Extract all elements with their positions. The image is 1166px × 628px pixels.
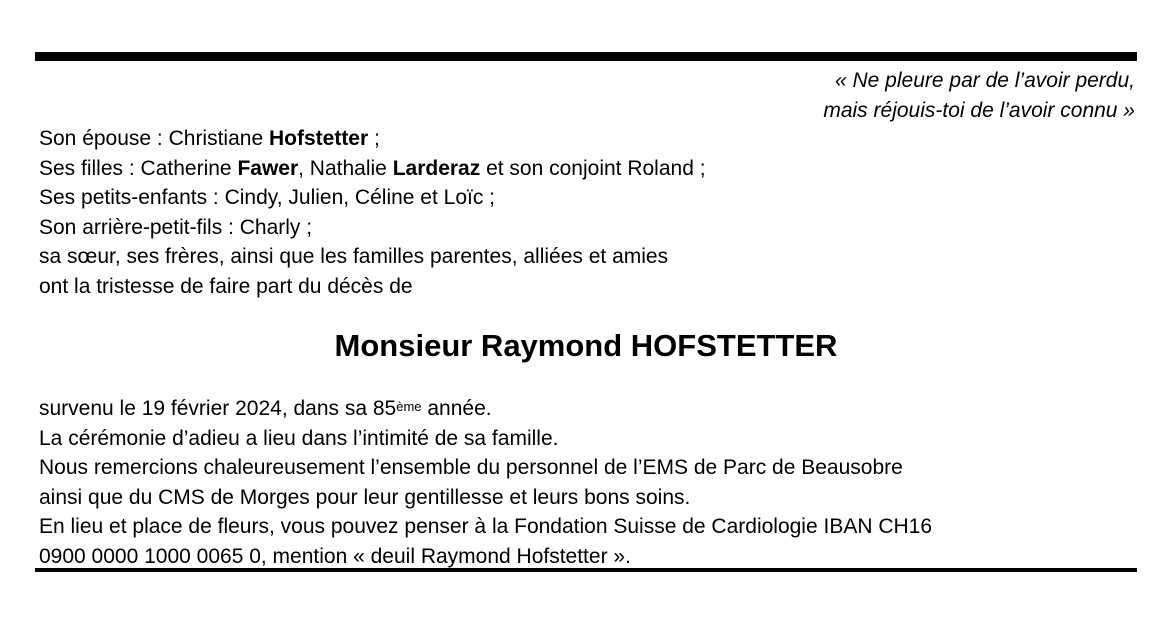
daughters-middle: , Nathalie <box>298 156 393 180</box>
spouse-prefix: Son épouse : Christiane <box>39 127 269 150</box>
death-prefix: survenu le 19 février 2024, dans sa 85 <box>39 397 397 420</box>
quote-line-1: « Ne pleure par de l’avoir perdu, <box>834 69 1135 92</box>
quote-line-2: mais réjouis-toi de l’avoir connu » <box>823 98 1135 122</box>
daughter1-surname: Fawer <box>237 156 299 180</box>
deceased-name: Monsieur Raymond HOFSTETTER <box>334 328 838 363</box>
bottom-rule <box>35 568 1137 572</box>
ceremony-line: La cérémonie d’adieu a lieu dans l’intimité de sa famille. <box>39 426 559 450</box>
details-block <box>39 394 932 571</box>
epigraph-quote <box>823 66 1135 125</box>
announcement-line: ont la tristesse de faire part du décès de <box>39 274 413 298</box>
daughter2-surname: Larderaz <box>392 156 481 180</box>
spouse-line <box>39 124 706 154</box>
grandchildren-line: Ses petits-enfants : Cindy, Julien, Céline et Loïc ; <box>39 186 496 209</box>
thanks-line-1: Nous remercions chaleureusement l’ensemble du personnel de l’EMS de Parc de Beausobre <box>39 456 903 479</box>
great-grandson-line: Son arrière-petit-fils : Charly ; <box>39 215 313 239</box>
daughters-prefix: Ses filles : Catherine <box>39 156 238 180</box>
top-rule <box>35 52 1137 61</box>
donation-line-2: 0900 0000 1000 0065 0, mention « deuil Raymond Hofstetter ». <box>39 544 631 568</box>
thanks-line-2: ainsi que du CMS de Morges pour leur gentillesse et leurs bons soins. <box>39 485 691 509</box>
donation-line-1: En lieu et place de fleurs, vous pouvez penser à la Fondation Suisse de Cardiologie IBAN CH16 <box>39 515 933 538</box>
death-line <box>39 394 932 424</box>
family-list <box>39 124 706 301</box>
daughters-line <box>39 154 706 184</box>
daughters-suffix: et son conjoint Roland ; <box>480 156 706 180</box>
spouse-surname: Hofstetter <box>268 127 369 150</box>
death-ordinal: ème <box>396 399 422 414</box>
siblings-line: sa sœur, ses frères, ainsi que les familles parentes, alliées et amies <box>39 245 669 268</box>
death-suffix: année. <box>421 397 492 420</box>
spouse-suffix: ; <box>368 127 380 150</box>
